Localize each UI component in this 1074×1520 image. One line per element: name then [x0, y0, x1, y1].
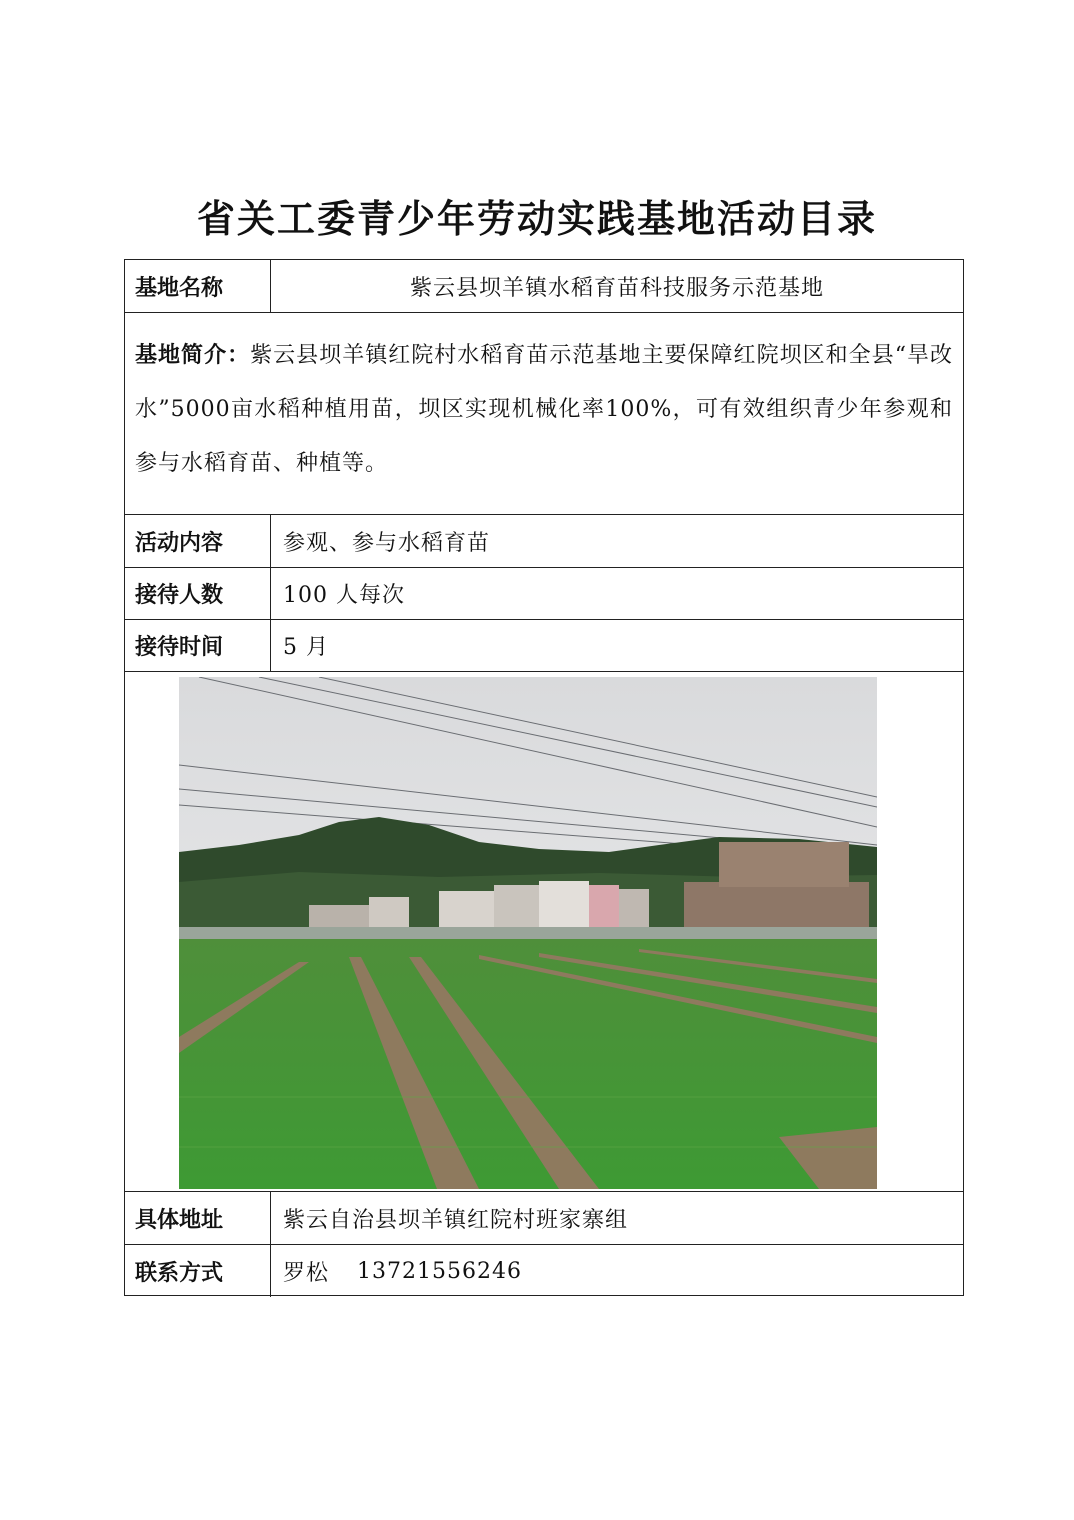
row-photo	[125, 672, 963, 1192]
contact-label: 联系方式	[125, 1245, 271, 1297]
activity-label: 活动内容	[125, 515, 271, 567]
row-time	[125, 620, 963, 672]
capacity-label: 接待人数	[125, 568, 271, 619]
address-label: 具体地址	[125, 1192, 271, 1244]
time-label: 接待时间	[125, 620, 271, 671]
intro-label: 基地简介：	[135, 343, 251, 368]
contact-value	[271, 1245, 963, 1297]
intro-text: 紫云县坝羊镇红院村水稻育苗示范基地主要保障红院坝区和全县“旱改水”5000亩水稻种植用苗，坝区实现机械化率100%，可有效组织青少年参观和参与水稻育苗、种植等。	[135, 343, 953, 476]
base-name-value: 紫云县坝羊镇水稻育苗科技服务示范基地	[409, 275, 824, 301]
row-contact	[125, 1245, 963, 1297]
base-intro	[135, 329, 953, 491]
row-address	[125, 1192, 963, 1245]
row-base-name	[125, 260, 963, 313]
row-capacity	[125, 568, 963, 620]
contact-name: 罗松	[283, 1260, 330, 1286]
contact-phone: 13721556246	[357, 1258, 522, 1284]
time-value: 5 月	[283, 635, 329, 660]
row-intro	[125, 313, 963, 515]
address-value: 紫云自治县坝羊镇红院村班家寨组	[283, 1207, 629, 1233]
activity-value: 参观、参与水稻育苗	[283, 530, 491, 556]
base-name-label: 基地名称	[125, 260, 271, 312]
capacity-value: 100 人每次	[283, 583, 405, 608]
rice-seedling-field-photo	[179, 677, 877, 1189]
page-title: 省关工委青少年劳动实践基地活动目录	[196, 197, 877, 241]
row-activity	[125, 515, 963, 568]
activity-table	[124, 259, 964, 1296]
